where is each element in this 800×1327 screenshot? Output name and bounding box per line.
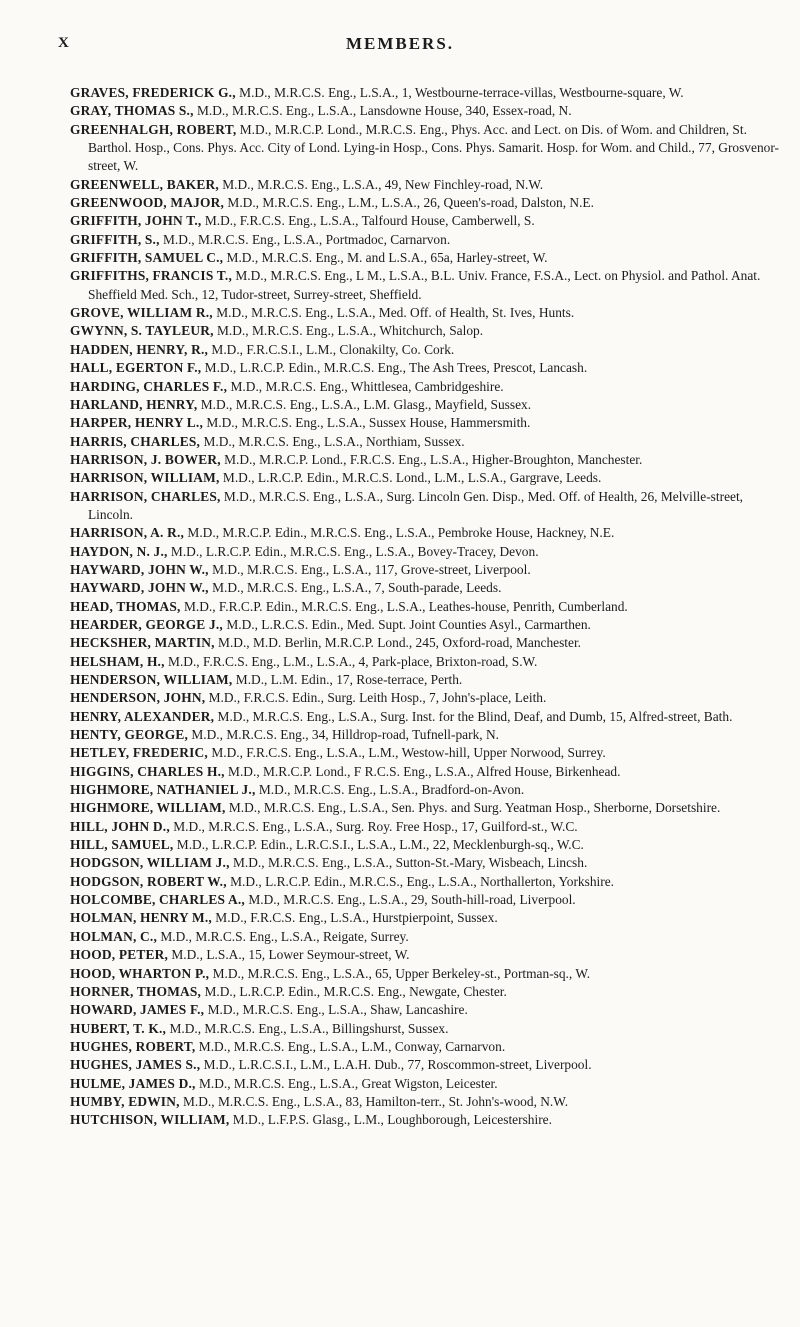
member-entry — [70, 304, 783, 322]
member-name: GROVE, WILLIAM R., — [70, 305, 213, 321]
member-name: HARPER, HENRY L., — [70, 415, 203, 431]
member-entry — [70, 1020, 783, 1038]
member-entry — [70, 102, 783, 120]
member-details: M.D., L.R.C.P. Edin., L.R.C.S.I., L.S.A., L.M., 22, Mecklenburgh-sq., W.C. — [176, 837, 584, 853]
member-name: GREENWELL, BAKER, — [70, 176, 219, 192]
member-name: HIGHMORE, NATHANIEL J., — [70, 782, 256, 798]
member-entry — [70, 1001, 783, 1019]
member-entry — [70, 579, 783, 597]
member-name: HENTY, GEORGE, — [70, 727, 189, 743]
member-details: M.D., F.R.C.S. Edin., Surg. Leith Hosp., 7, John's-place, Leith. — [208, 690, 547, 706]
member-details: M.D., M.R.C.S. Eng., L.S.A., Sen. Phys. and Surg. Yeatman Hosp., Sherborne, Dorsetshire. — [228, 800, 721, 816]
member-entry — [70, 524, 783, 542]
member-entry — [70, 543, 783, 561]
member-name: HENRY, ALEXANDER, — [70, 708, 215, 724]
member-entry — [70, 965, 783, 983]
member-name: HOLMAN, HENRY M., — [70, 910, 212, 926]
member-name: HENDERSON, WILLIAM, — [70, 672, 233, 687]
member-details: M.D., M.R.C.S. Eng., L.S.A., 1, Westbourne-terrace-villas, Westbourne-square, W. — [239, 85, 684, 100]
member-entry — [70, 341, 783, 359]
member-entry — [70, 561, 783, 579]
member-entry — [70, 176, 783, 194]
member-entry — [70, 212, 783, 230]
member-name: HODGSON, ROBERT W., — [70, 873, 227, 889]
member-details: M.D., M.R.C.P. Lond., F.R.C.S. Eng., L.S.A., Higher-Broughton, Manchester. — [224, 451, 643, 467]
member-details: M.D., L.S.A., 15, Lower Seymour-street, W. — [171, 947, 410, 963]
member-entry — [70, 854, 783, 872]
member-name: HARRISON, CHARLES, — [70, 488, 221, 504]
member-name: HOLCOMBE, CHARLES A., — [70, 892, 245, 908]
member-name: HETLEY, FREDERIC, — [70, 745, 208, 761]
member-details: M.D., M.R.C.S. Eng., L.S.A., Northiam, Sussex. — [203, 433, 465, 449]
member-entry — [70, 891, 783, 909]
member-name: HAYDON, N. J., — [70, 543, 168, 559]
member-details: M.D., M.R.C.S. Eng., L.S.A., Med. Off. of Health, St. Ives, Hunts. — [216, 305, 575, 321]
member-name: GRAVES, FREDERICK G., — [70, 85, 236, 100]
member-name: HEARDER, GEORGE J., — [70, 616, 223, 632]
member-name: GRIFFITHS, FRANCIS T., — [70, 268, 233, 284]
member-entry — [70, 616, 783, 634]
member-list — [70, 84, 783, 1130]
member-details: M.D., M.R.C.S. Eng., L.S.A., L.M., Conway, Carnarvon. — [198, 1038, 506, 1054]
member-entry — [70, 84, 783, 102]
member-details: M.D., L.R.C.S. Edin., Med. Supt. Joint Counties Asyl., Carmarthen. — [226, 616, 591, 632]
member-name: GREENHALGH, ROBERT, — [70, 121, 237, 137]
member-name: GRAY, THOMAS S., — [70, 103, 194, 119]
member-entry — [70, 818, 783, 836]
member-entry — [70, 231, 783, 249]
member-details: M.D., L.R.C.P. Edin., M.R.C.S. Eng., The Ash Trees, Prescot, Lancash. — [204, 360, 588, 376]
member-name: HARRISON, WILLIAM, — [70, 470, 220, 486]
member-name: HARDING, CHARLES F., — [70, 378, 228, 394]
member-name: HAYWARD, JOHN W., — [70, 580, 209, 596]
member-name: HUMBY, EDWIN, — [70, 1093, 180, 1109]
member-details: M.D., M.R.C.S. Eng., L.S.A., 29, South-hill-road, Liverpool. — [248, 892, 576, 908]
member-details: M.D., M.R.C.S. Eng., L.S.A., Whitchurch, Salop. — [216, 323, 484, 339]
member-name: HEAD, THOMAS, — [70, 598, 181, 614]
page-number: X — [58, 35, 70, 51]
member-details: M.D., M.R.C.S. Eng., L.M., L.S.A., 26, Queen's-road, Dalston, N.E. — [227, 195, 594, 211]
member-details: M.D., M.R.C.S. Eng., L.S.A., Reigate, Surrey. — [160, 928, 409, 944]
member-entry — [70, 1093, 783, 1111]
member-entry — [70, 836, 783, 854]
member-name: GWYNN, S. TAYLEUR, — [70, 323, 214, 339]
member-details: M.D., L.M. Edin., 17, Rose-terrace, Perth. — [235, 672, 463, 687]
member-details: M.D., M.R.C.S. Eng., L.S.A., Billingshurst, Sussex. — [169, 1020, 449, 1036]
member-name: HUGHES, JAMES S., — [70, 1057, 201, 1073]
member-entry — [70, 634, 783, 652]
member-details: M.D., M.R.C.S. Eng., L.S.A., Sussex House, Hammersmith. — [206, 415, 531, 431]
member-name: HILL, JOHN D., — [70, 818, 170, 834]
member-entry — [70, 433, 783, 451]
member-entry — [70, 799, 783, 817]
member-details: M.D., L.F.P.S. Glasg., L.M., Loughborough, Leicestershire. — [232, 1112, 552, 1128]
member-entry — [70, 378, 783, 396]
member-name: HARRISON, J. BOWER, — [70, 451, 221, 467]
member-details: M.D., M.R.C.S. Eng., L.S.A., 83, Hamilton-terr., St. John's-wood, N.W. — [182, 1093, 569, 1109]
member-name: HARRISON, A. R., — [70, 525, 185, 541]
member-name: HARRIS, CHARLES, — [70, 433, 201, 449]
member-name: HELSHAM, H., — [70, 653, 165, 669]
member-details: M.D., L.R.C.P. Edin., M.R.C.S. Lond., L.M., L.S.A., Gargrave, Leeds. — [222, 470, 602, 486]
member-details: M.D., L.R.C.P. Edin., M.R.C.S. Eng., Newgate, Chester. — [204, 983, 507, 999]
member-entry — [70, 598, 783, 616]
member-entry — [70, 249, 783, 267]
member-entry — [70, 873, 783, 891]
member-name: HIGGINS, CHARLES H., — [70, 763, 225, 779]
member-name: HUTCHISON, WILLIAM, — [70, 1112, 230, 1128]
member-entry — [70, 322, 783, 340]
member-entry — [70, 194, 783, 212]
member-name: HOLMAN, C., — [70, 928, 158, 944]
member-name: HOOD, WHARTON P., — [70, 965, 210, 981]
member-entry — [70, 451, 783, 469]
member-details: M.D., F.R.C.P. Edin., M.R.C.S. Eng., L.S.A., Leathes-house, Penrith, Cumberland. — [183, 598, 628, 614]
member-name: HODGSON, WILLIAM J., — [70, 855, 230, 871]
member-name: GRIFFITH, JOHN T., — [70, 213, 202, 229]
member-entry — [70, 267, 783, 304]
member-name: GRIFFITH, SAMUEL C., — [70, 250, 224, 266]
member-details: M.D., M.R.C.S. Eng., L.S.A., Sutton-St.-Mary, Wisbeach, Lincsh. — [233, 855, 588, 871]
member-entry — [70, 726, 783, 744]
member-details: M.D., M.R.C.P. Lond., F R.C.S. Eng., L.S.A., Alfred House, Birkenhead. — [228, 763, 621, 779]
member-name: GREENWOOD, MAJOR, — [70, 195, 225, 211]
member-entry — [70, 396, 783, 414]
member-entry — [70, 1075, 783, 1093]
member-details: M.D., M.R.C.S. Eng., L.S.A., Shaw, Lancashire. — [207, 1002, 468, 1018]
member-details: M.D., M.R.C.S. Eng., L.S.A., 7, South-parade, Leeds. — [212, 580, 502, 596]
member-details: M.D., F.R.C.S. Eng., L.M., L.S.A., 4, Park-place, Brixton-road, S.W. — [168, 653, 538, 669]
member-details: M.D., F.R.C.S. Eng., L.S.A., Talfourd House, Camberwell, S. — [204, 213, 535, 229]
member-entry — [70, 708, 783, 726]
member-name: HULME, JAMES D., — [70, 1075, 196, 1091]
member-details: M.D., M.R.C.S. Eng., L.S.A., 49, New Finchley-road, N.W. — [222, 176, 544, 192]
member-entry — [70, 983, 783, 1001]
member-details: M.D., M.R.C.S. Eng., L.S.A., Surg. Roy. Free Hosp., 17, Guilford-st., W.C. — [173, 818, 578, 834]
member-details: M.D., F.R.C.S.I., L.M., Clonakilty, Co. Cork. — [211, 341, 455, 357]
member-details: M.D., M.R.C.S. Eng., L.S.A., Bradford-on-Avon. — [258, 782, 525, 798]
member-details: M.D., M.D. Berlin, M.R.C.P. Lond., 245, Oxford-road, Manchester. — [218, 635, 582, 651]
member-name: HORNER, THOMAS, — [70, 983, 202, 999]
member-name: HILL, SAMUEL, — [70, 837, 174, 853]
member-name: HIGHMORE, WILLIAM, — [70, 800, 226, 816]
member-details: M.D., M.R.C.S. Eng., L.S.A., Surg. Lincoln Gen. Disp., Med. Off. of Health, 26, Melville-street, Lincoln. — [88, 488, 744, 522]
member-entry — [70, 1111, 783, 1129]
member-name: HUGHES, ROBERT, — [70, 1038, 196, 1054]
member-name: HOWARD, JAMES F., — [70, 1002, 205, 1018]
member-entry — [70, 689, 783, 707]
member-entry — [70, 414, 783, 432]
member-name: HOOD, PETER, — [70, 947, 169, 963]
member-details: M.D., L.R.C.P. Edin., M.R.C.S. Eng., L.S.A., Bovey-Tracey, Devon. — [170, 543, 539, 559]
member-name: GRIFFITH, S., — [70, 231, 160, 247]
member-name: HUBERT, T. K., — [70, 1020, 167, 1036]
member-name: HALL, EGERTON F., — [70, 360, 202, 376]
member-details: M.D., L.R.C.P. Edin., M.R.C.S., Eng., L.S.A., Northallerton, Yorkshire. — [230, 873, 614, 889]
member-entry — [70, 1038, 783, 1056]
member-details: M.D., M.R.C.S. Eng., L M., L.S.A., B.L. Univ. France, F.S.A., Lect. on Physiol. and Pathol. Anat. Sheffield Med. Sch., 12, Tudor-street, Surrey-street, Sheffield. — [88, 268, 761, 302]
member-entry — [70, 359, 783, 377]
member-entry — [70, 763, 783, 781]
member-name: HAYWARD, JOHN W., — [70, 561, 209, 577]
member-entry — [70, 488, 783, 525]
member-entry — [70, 653, 783, 671]
member-details: M.D., M.R.C.S. Eng., L.S.A., Lansdowne House, 340, Essex-road, N. — [197, 103, 572, 119]
member-details: M.D., M.R.C.S. Eng., 34, Hilldrop-road, Tufnell-park, N. — [191, 727, 499, 743]
member-details: M.D., M.R.C.P. Edin., M.R.C.S. Eng., L.S.A., Pembroke House, Hackney, N.E. — [187, 525, 615, 541]
member-entry — [70, 928, 783, 946]
member-entry — [70, 946, 783, 964]
member-details: M.D., L.R.C.S.I., L.M., L.A.H. Dub., 77, Roscommon-street, Liverpool. — [203, 1057, 592, 1073]
member-details: M.D., F.R.C.S. Eng., L.S.A., Hurstpierpoint, Sussex. — [215, 910, 498, 926]
member-entry — [70, 1056, 783, 1074]
member-details: M.D., M.R.C.S. Eng., L.S.A., Surg. Inst. for the Blind, Deaf, and Dumb, 15, Alfred-street, Bath. — [217, 708, 733, 724]
member-entry — [70, 671, 783, 689]
member-details: M.D., M.R.C.S. Eng., L.S.A., 117, Grove-street, Liverpool. — [212, 561, 531, 577]
member-entry — [70, 744, 783, 762]
member-details: M.D., M.R.C.S. Eng., L.S.A., Portmadoc, Carnarvon. — [163, 231, 451, 247]
member-name: HARLAND, HENRY, — [70, 396, 198, 412]
member-name: HECKSHER, MARTIN, — [70, 635, 215, 651]
running-head: MEMBERS. — [345, 34, 455, 53]
member-entry — [70, 781, 783, 799]
member-details: M.D., M.R.C.S. Eng., L.S.A., Great Wigston, Leicester. — [198, 1075, 498, 1091]
member-details: M.D., M.R.C.S. Eng., M. and L.S.A., 65a, Harley-street, W. — [226, 250, 548, 266]
member-entry — [70, 909, 783, 927]
member-entry — [70, 121, 783, 176]
member-details: M.D., M.R.C.S. Eng., L.S.A., 65, Upper Berkeley-st., Portman-sq., W. — [212, 965, 591, 981]
member-details: M.D., M.R.C.P. Lond., M.R.C.S. Eng., Phys. Acc. and Lect. on Dis. of Wom. and Children, St. Barthol. Hosp., Cons. Phys. Acc. City of Lond. Lying-in Hosp., Cons. Phys. Samarit. Hosp. for Wom. and Child., 77, Grosvenor-street, W. — [88, 121, 779, 174]
member-details: M.D., F.R.C.S. Eng., L.S.A., L.M., Westow-hill, Upper Norwood, Surrey. — [211, 745, 606, 761]
member-details: M.D., M.R.C.S. Eng., Whittlesea, Cambridgeshire. — [230, 378, 504, 394]
member-details: M.D., M.R.C.S. Eng., L.S.A., L.M. Glasg., Mayfield, Sussex. — [200, 396, 532, 412]
member-entry — [70, 469, 783, 487]
member-name: HADDEN, HENRY, R., — [70, 341, 209, 357]
member-name: HENDERSON, JOHN, — [70, 690, 206, 706]
